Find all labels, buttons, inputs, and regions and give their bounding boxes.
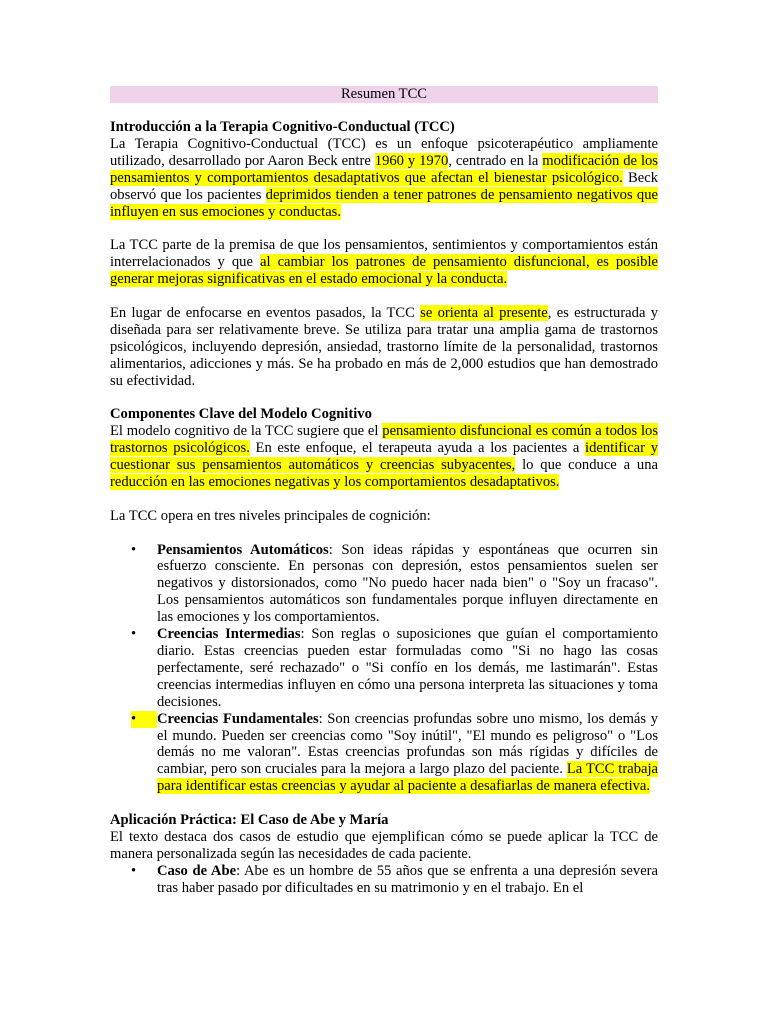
list-item bbox=[110, 542, 658, 627]
section-heading-application: Aplicación Práctica: El Caso de Abe y María bbox=[110, 812, 389, 829]
text-run: La Terapia Cognitivo-Conductual (TCC) es un enfoque psicoterapéutico ampliamente utilizado, desarrollado por Aaron Beck entre bbox=[110, 135, 658, 169]
list-item bbox=[110, 711, 658, 796]
text-run: : Abe es un hombre de 55 años que se enfrenta a una depresión severa tras haber pasado por dificultades en su matrimonio y en el trabajo. En el bbox=[157, 862, 659, 896]
highlighted-text: reducción en las emociones negativas y los comportamientos desadaptativos. bbox=[110, 473, 560, 490]
bullet-icon: • bbox=[131, 626, 137, 643]
document-title: Resumen TCC bbox=[110, 86, 658, 103]
intro-paragraph-2 bbox=[110, 237, 658, 288]
list-item bbox=[110, 626, 658, 711]
bullet-icon: • bbox=[131, 711, 157, 728]
text-run: : Son creencias profundas sobre uno mismo, los demás y el mundo. Pueden ser creencias como "Soy inútil", "El mundo es peligroso" o "Los demás no me valoran". Estas creencias profundas son más rígidas y difíciles de cambiar, pero son cruciales para la mejora a largo plazo del paciente. bbox=[157, 710, 658, 778]
text-run: La TCC parte de la premisa de que los pensamientos, sentimientos y comportamientos están interrelacionados y que bbox=[110, 237, 658, 271]
highlighted-text: pensamiento disfuncional es común a todos los trastornos psicológicos. bbox=[110, 423, 658, 457]
list-item-term: Pensamientos Automáticos bbox=[157, 541, 329, 558]
highlighted-text: al cambiar los patrones de pensamiento disfuncional, es posible generar mejoras significativas en el estado emocional y la conducta. bbox=[110, 254, 658, 288]
text-run: El modelo cognitivo de la TCC sugiere que el bbox=[110, 423, 383, 440]
text-run: En este enfoque, el terapeuta ayuda a los pacientes a bbox=[249, 440, 586, 457]
text-run: En lugar de enfocarse en eventos pasados, la TCC bbox=[110, 304, 421, 321]
components-paragraph-1 bbox=[110, 423, 658, 491]
highlighted-text: se orienta al presente bbox=[420, 304, 548, 321]
section-heading-components: Componentes Clave del Modelo Cognitivo bbox=[110, 406, 372, 423]
text-run: , centrado en la bbox=[448, 152, 543, 169]
list-item-term: Creencias Fundamentales bbox=[157, 710, 319, 727]
text-run: El texto destaca dos casos de estudio que ejemplifican cómo se puede aplicar la TCC de manera personalizada según las necesidades de cada paciente. bbox=[110, 828, 658, 862]
components-paragraph-2 bbox=[110, 508, 658, 525]
section-heading-intro: Introducción a la Terapia Cognitivo-Conductual (TCC) bbox=[110, 119, 455, 135]
application-paragraph-1 bbox=[110, 829, 658, 863]
text-run: : Son reglas o suposiciones que guían el comportamiento diario. Estas creencias pueden estar formuladas como "Si no hago las cosas perfectamente, seré rechazado" o "Si confío en los demás, me lastimarán". Estas creencias intermedias influyen en cómo una persona interpreta las situaciones y toma decisiones. bbox=[157, 626, 658, 710]
highlighted-text: 1960 y 1970 bbox=[374, 152, 449, 169]
list-item-term: Caso de Abe bbox=[157, 862, 237, 879]
cognition-levels-list bbox=[110, 542, 658, 796]
highlighted-text: deprimidos tienden a tener patrones de pensamiento negativos que influyen en sus emociones y conductas. bbox=[110, 186, 658, 220]
text-run: La TCC opera en tres niveles principales de cognición: bbox=[110, 507, 431, 524]
highlighted-text: La TCC trabaja para identificar estas creencias y ayudar al paciente a desafiarlas de manera efectiva. bbox=[157, 761, 658, 795]
text-run: lo que conduce a una bbox=[515, 457, 658, 474]
document-body bbox=[110, 86, 658, 897]
text-run: , es estructurada y diseñada para ser relativamente breve. Se utiliza para tratar una amplia gama de trastornos psicológicos, incluyendo depresión, ansiedad, trastorno límite de la personalidad, trastornos alimentarios, adicciones y más. Se ha probado en más de 2,000 estudios que han demostrado su efectividad. bbox=[110, 304, 658, 389]
highlighted-text: identificar y cuestionar sus pensamientos automáticos y creencias subyacentes, bbox=[110, 440, 658, 474]
bullet-icon: • bbox=[131, 862, 137, 879]
intro-paragraph-1 bbox=[110, 136, 658, 221]
bullet-icon: • bbox=[131, 541, 137, 558]
highlighted-text: modificación de los pensamientos y comportamientos desadaptativos que afectan el bienestar psicológico. bbox=[110, 152, 658, 186]
list-item bbox=[110, 863, 658, 897]
intro-paragraph-3 bbox=[110, 305, 658, 390]
list-item-term: Creencias Intermedias bbox=[157, 626, 301, 643]
text-run: : Son ideas rápidas y espontáneas que ocurren sin esfuerzo consciente. En personas con depresión, estos pensamientos suelen ser negativos y distorsionados, como "No puedo hacer nada bien" o "Soy un fracaso". Los pensamientos automáticos son fundamentales porque influyen directamente en las emociones y los comportamientos. bbox=[157, 541, 658, 626]
text-run: Beck observó que los pacientes bbox=[110, 169, 658, 203]
cases-list bbox=[110, 863, 658, 897]
